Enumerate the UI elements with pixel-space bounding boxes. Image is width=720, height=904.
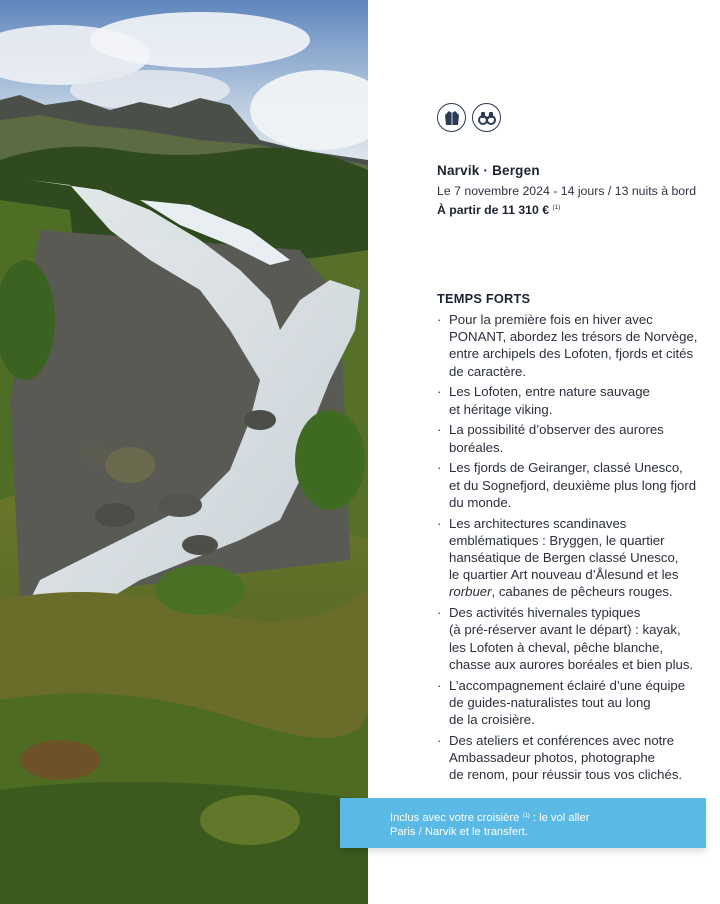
bullet: · xyxy=(437,605,442,621)
bullet: · xyxy=(437,312,442,327)
cruise-route: Narvik · Bergen xyxy=(437,163,540,178)
highlight-line: du monde. xyxy=(449,494,512,510)
banner-line2: Paris / Narvik et le transfert. xyxy=(390,826,529,838)
highlight-item xyxy=(437,311,712,380)
banner-text xyxy=(390,809,650,839)
included-banner xyxy=(340,798,706,848)
price-text: À partir de 11 310 € xyxy=(437,203,550,217)
highlight-item xyxy=(437,732,712,784)
highlight-line: hanséatique de Bergen classé Unesco, xyxy=(449,550,679,566)
highlight-line: le quartier Art nouveau d’Ålesund et les xyxy=(449,567,679,583)
bullet: · xyxy=(437,422,442,438)
highlight-line: PONANT, abordez les trésors de Norvège, xyxy=(449,329,698,345)
highlight-line: boréales. xyxy=(449,439,504,455)
highlight-line: Pour la première fois en hiver avec xyxy=(449,312,653,327)
banner-line1: Inclus avec votre croisière xyxy=(390,812,520,824)
highlight-line: Ambassadeur photos, photographe xyxy=(449,750,656,766)
highlight-italic: rorbuer xyxy=(449,584,492,600)
highlight-line: entre archipels des Lofoten, fjords et cités xyxy=(449,346,694,362)
jacket-icon xyxy=(437,103,466,132)
highlight-line: de renom, pour réussir tous vos clichés. xyxy=(449,767,683,783)
highlight-item xyxy=(437,421,712,455)
highlight-line: Les Lofoten, entre nature sauvage xyxy=(449,384,650,400)
bullet: · xyxy=(437,677,442,693)
highlight-line: Les architectures scandinaves xyxy=(449,515,627,531)
highlight-line: Des activités hivernales typiques xyxy=(449,605,641,621)
highlight-line: de caractère. xyxy=(449,363,526,379)
binoculars-icon xyxy=(472,103,501,132)
banner-line1-end: : le vol aller xyxy=(529,812,590,824)
cruise-dates: Le 7 novembre 2024 - 14 jours / 13 nuits à bord xyxy=(437,184,697,198)
highlight-item xyxy=(437,515,712,601)
highlight-line: , cabanes de pêcheurs rouges. xyxy=(491,584,673,600)
highlight-line: les Lofoten à cheval, pêche blanche, xyxy=(449,639,664,655)
bullet: · xyxy=(437,732,442,748)
highlight-line: Des ateliers et conférences avec notre xyxy=(449,732,675,748)
highlight-item xyxy=(437,677,712,729)
bullet: · xyxy=(437,515,442,531)
amenity-icons xyxy=(437,103,501,132)
highlights-list xyxy=(437,311,712,787)
highlights-heading: TEMPS FORTS xyxy=(437,291,531,306)
highlight-line: chasse aux aurores boréales et bien plus. xyxy=(449,656,694,672)
highlight-line: de la croisière. xyxy=(449,712,535,728)
highlight-item xyxy=(437,383,712,417)
highlight-line: La possibilité d’observer des aurores xyxy=(449,422,664,438)
highlight-line: Les fjords de Geiranger, classé Unesco, xyxy=(449,460,683,476)
price-note: (1) xyxy=(552,204,561,211)
bullet: · xyxy=(437,384,442,400)
highlight-line: et du Sognefjord, deuxième plus long fjord xyxy=(449,477,697,493)
highlight-item xyxy=(437,604,712,673)
highlight-line: de guides-naturalistes tout au long xyxy=(449,694,651,710)
highlight-item xyxy=(437,459,712,511)
highlight-line: et héritage viking. xyxy=(449,401,553,417)
highlight-line: L’accompagnement éclairé d’une équipe xyxy=(449,677,686,693)
highlight-line: (à pré-réserver avant le départ) : kayak, xyxy=(449,622,681,638)
highlight-line: emblématiques : Bryggen, le quartier xyxy=(449,532,665,548)
cruise-price xyxy=(437,203,560,217)
bullet: · xyxy=(437,460,442,476)
banner-note: (1) xyxy=(522,813,530,819)
